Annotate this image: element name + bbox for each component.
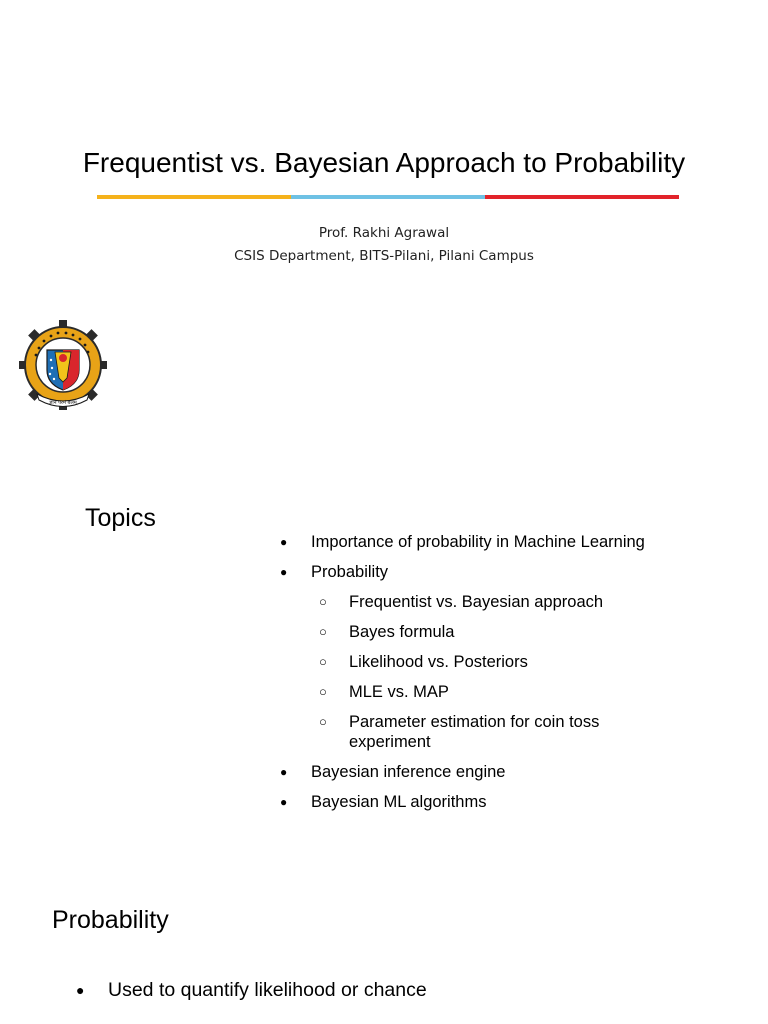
divider-segment-red xyxy=(485,195,679,199)
list-item: ● Bayesian inference engine xyxy=(280,762,645,782)
author-name: Prof. Rakhi Agrawal xyxy=(318,225,450,241)
divider-segment-blue xyxy=(291,195,485,199)
list-item: ○ MLE vs. MAP xyxy=(280,682,609,702)
department-line: CSIS Department, BITS-Pilani, Pilani Campus xyxy=(234,248,534,264)
slide-title: Frequentist vs. Bayesian Approach to Probability xyxy=(82,147,686,178)
list-item: ● Bayesian ML algorithms xyxy=(280,792,645,812)
bits-pilani-logo-icon xyxy=(17,318,109,412)
tricolor-divider xyxy=(97,195,679,199)
topics-slide xyxy=(0,470,768,880)
title-slide xyxy=(0,0,768,470)
list-item: ● Used to quantify likelihood or chance xyxy=(76,978,427,1002)
list-item: ○ Bayes formula xyxy=(280,622,609,642)
topics-heading: Topics xyxy=(85,504,156,532)
list-item: ● Importance of probability in Machine Learning xyxy=(280,532,645,552)
probability-heading: Probability xyxy=(52,906,169,934)
list-item: ○ Likelihood vs. Posteriors xyxy=(280,652,609,672)
logo-motto: ज्ञानं परमं बलम् xyxy=(49,400,77,406)
topics-list xyxy=(280,532,645,822)
list-item: ● Probability xyxy=(280,562,645,582)
divider-segment-yellow xyxy=(97,195,291,199)
probability-slide xyxy=(0,880,768,1024)
probability-bullets xyxy=(76,978,427,1002)
list-item: ○ Parameter estimation for coin toss experiment xyxy=(280,712,609,752)
list-item: ○ Frequentist vs. Bayesian approach xyxy=(280,592,609,612)
